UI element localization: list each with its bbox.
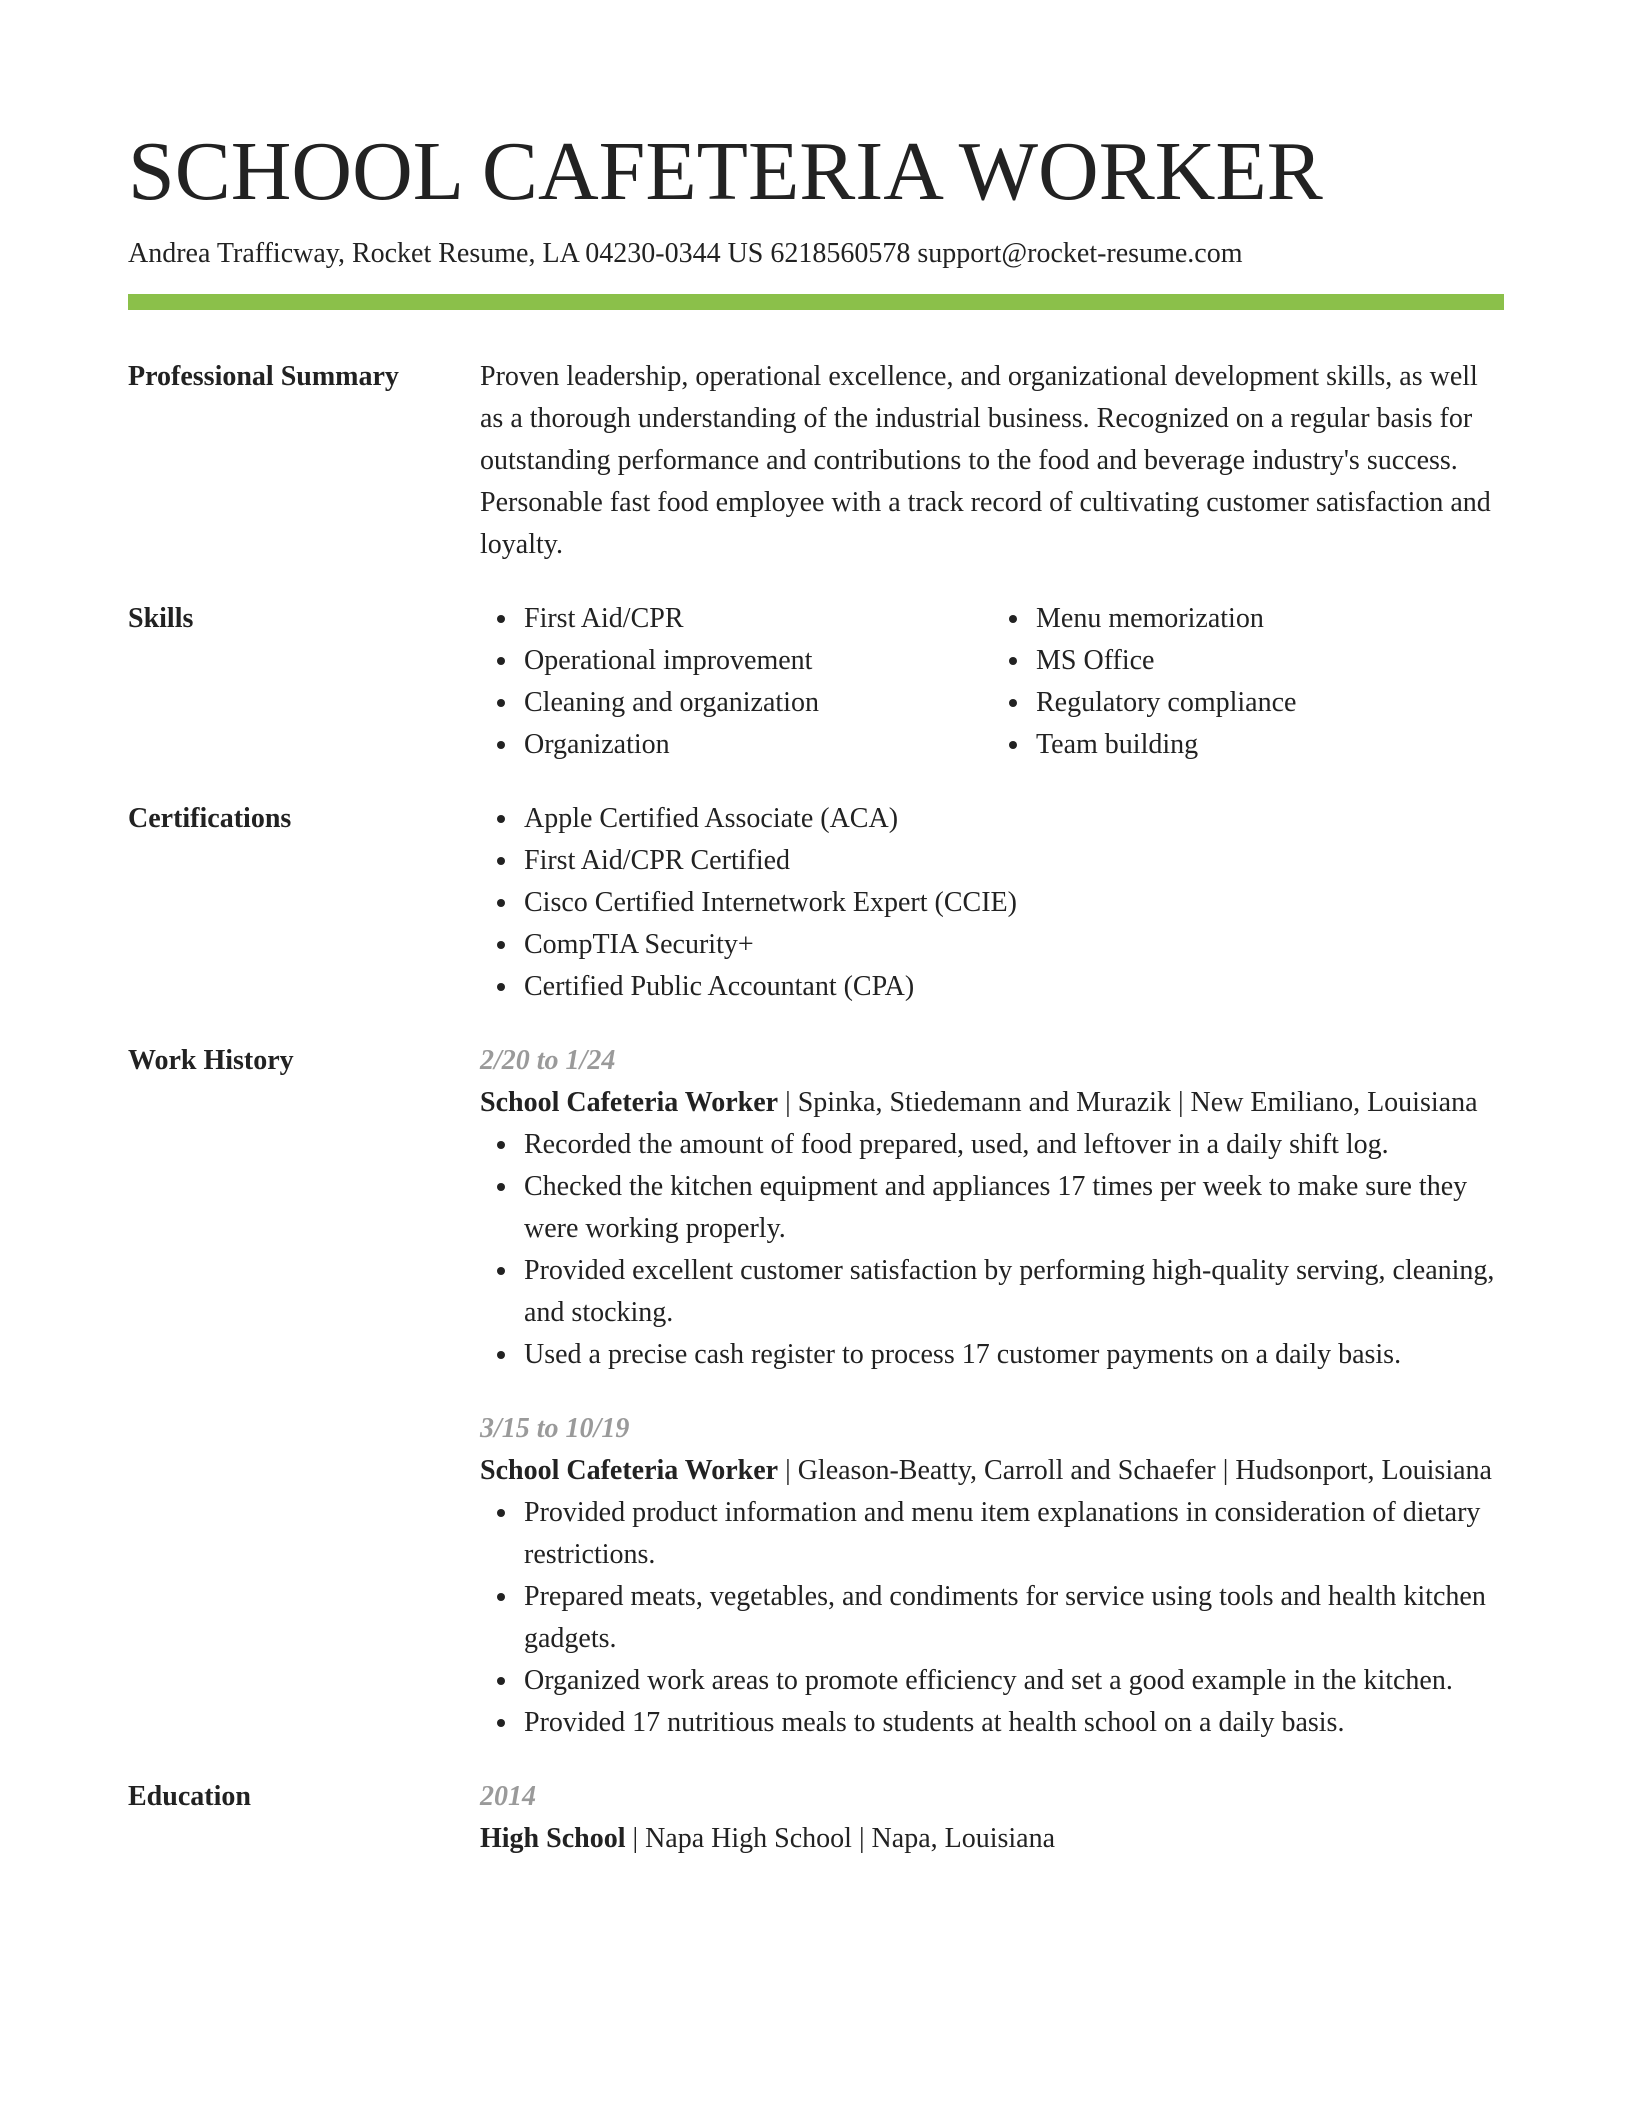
education-line	[480, 1818, 1504, 1860]
job-bullet: Provided 17 nutritious meals to students at health school on a daily basis.	[524, 1702, 1504, 1744]
skill-item: Menu memorization	[1036, 598, 1504, 640]
skill-item: Regulatory compliance	[1036, 682, 1504, 724]
job-bullets	[480, 1492, 1504, 1744]
certification-item: Certified Public Accountant (CPA)	[524, 966, 1504, 1008]
certification-item: First Aid/CPR Certified	[524, 840, 1504, 882]
job-bullet: Provided product information and menu item explanations in consideration of dietary restrictions.	[524, 1492, 1504, 1576]
education-section	[128, 1776, 1504, 1860]
certification-item: Cisco Certified Internetwork Expert (CCIE)	[524, 882, 1504, 924]
skills-list-right	[992, 598, 1504, 766]
job-entry	[480, 1408, 1504, 1744]
certifications-section	[128, 798, 1504, 1008]
certification-item: Apple Certified Associate (ACA)	[524, 798, 1504, 840]
education-degree: High School	[480, 1823, 626, 1854]
summary-section	[128, 356, 1504, 566]
certifications-list	[480, 798, 1504, 1008]
skills-section	[128, 598, 1504, 766]
skill-item: First Aid/CPR	[524, 598, 992, 640]
job-date: 3/15 to 10/19	[480, 1413, 630, 1444]
job-title: School Cafeteria Worker	[480, 1455, 779, 1486]
skill-item: Operational improvement	[524, 640, 992, 682]
certification-item: CompTIA Security+	[524, 924, 1504, 966]
skill-item: Team building	[1036, 724, 1504, 766]
work-history-heading: Work History	[128, 1045, 294, 1076]
summary-text: Proven leadership, operational excellence, and organizational development skills, as well as a thorough understanding of the industrial business. Recognized on a regular basis for outstanding performance and contributions to the food and beverage industry's success. Personable fast food employee with a track record of cultivating customer satisfaction and loyalty.	[480, 361, 1491, 560]
skill-item: Organization	[524, 724, 992, 766]
job-bullet: Prepared meats, vegetables, and condiments for service using tools and health kitchen gadgets.	[524, 1576, 1504, 1660]
job-title-line	[480, 1082, 1504, 1124]
skills-list-left	[480, 598, 992, 766]
resume-page	[128, 118, 1504, 1860]
work-history-section	[128, 1040, 1504, 1744]
job-bullet: Used a precise cash register to process 17 customer payments on a daily basis.	[524, 1334, 1504, 1376]
job-date: 2/20 to 1/24	[480, 1045, 616, 1076]
skill-item: Cleaning and organization	[524, 682, 992, 724]
job-title: School Cafeteria Worker	[480, 1087, 779, 1118]
skills-grid	[480, 598, 1504, 766]
accent-divider	[128, 294, 1504, 310]
skill-item: MS Office	[1036, 640, 1504, 682]
skills-heading: Skills	[128, 603, 194, 634]
job-bullet: Recorded the amount of food prepared, used, and leftover in a daily shift log.	[524, 1124, 1504, 1166]
contact-line: Andrea Trafficway, Rocket Resume, LA 04230-0344 US 6218560578 support@rocket-resume.com	[128, 238, 1243, 269]
education-heading: Education	[128, 1781, 251, 1812]
resume-title: SCHOOL CAFETERIA WORKER	[128, 125, 1323, 218]
education-school-location: | Napa High School | Napa, Louisiana	[625, 1823, 1056, 1854]
job-entry	[480, 1040, 1504, 1376]
education-date: 2014	[480, 1781, 536, 1812]
job-title-line	[480, 1450, 1504, 1492]
job-bullet: Organized work areas to promote efficiency and set a good example in the kitchen.	[524, 1660, 1504, 1702]
job-employer-location: | Spinka, Stiedemann and Murazik | New Emiliano, Louisiana	[778, 1087, 1478, 1118]
job-bullet: Provided excellent customer satisfaction by performing high-quality serving, cleaning, and stocking.	[524, 1250, 1504, 1334]
certifications-heading: Certifications	[128, 803, 292, 834]
job-bullets	[480, 1124, 1504, 1376]
job-bullet: Checked the kitchen equipment and appliances 17 times per week to make sure they were working properly.	[524, 1166, 1504, 1250]
summary-heading: Professional Summary	[128, 361, 399, 392]
job-employer-location: | Gleason-Beatty, Carroll and Schaefer | Hudsonport, Louisiana	[778, 1455, 1492, 1486]
